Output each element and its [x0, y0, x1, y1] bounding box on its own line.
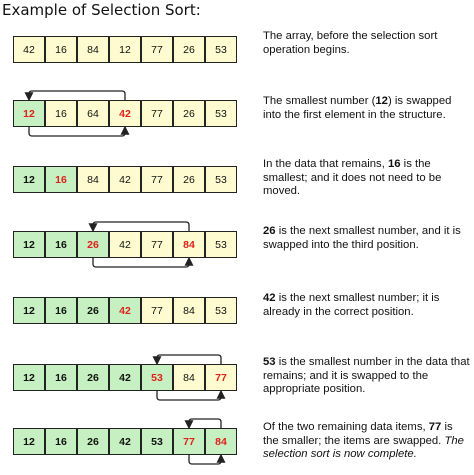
swap-arrow-top	[93, 222, 189, 231]
description-text: The selection sort is now complete.	[263, 434, 464, 461]
description-text: ) is swapped into the first element in the structure.	[263, 95, 452, 121]
step-description-6	[263, 356, 471, 397]
array-cell: 16	[45, 297, 77, 324]
array-cell: 84	[205, 428, 237, 455]
array-cell: 77	[173, 428, 205, 455]
swap-arrow-top	[29, 91, 125, 100]
array-cell: 53	[141, 364, 173, 391]
array-cell: 77	[141, 231, 173, 258]
description-text: The smallest number (	[263, 95, 376, 107]
step-description-2	[263, 95, 471, 122]
array-cell: 84	[173, 364, 205, 391]
array-cell: 16	[45, 231, 77, 258]
array-cell: 12	[13, 166, 45, 193]
step-description-5	[263, 292, 471, 319]
array-cell: 53	[205, 297, 237, 324]
array-cell: 42	[109, 297, 141, 324]
swap-arrow-bottom	[189, 455, 221, 464]
description-text: In the data that remains,	[263, 158, 388, 170]
array-cell: 16	[45, 364, 77, 391]
swap-arrow-bottom	[93, 258, 189, 267]
array-cell: 64	[77, 100, 109, 127]
description-text: 26	[263, 225, 276, 237]
array-cell: 53	[205, 100, 237, 127]
description-text: 16	[387, 158, 401, 170]
array-cell: 42	[109, 231, 141, 258]
array-cell: 77	[141, 36, 173, 63]
array-cell: 84	[173, 231, 205, 258]
array-cell: 26	[173, 100, 205, 127]
array-cell: 16	[45, 100, 77, 127]
step-description-7	[263, 421, 471, 462]
array-cell: 26	[77, 297, 109, 324]
description-text: The array, before the selection sort operation begins.	[263, 30, 438, 56]
array-cell: 16	[45, 36, 77, 63]
array-cell: 42	[109, 364, 141, 391]
array-cell: 26	[173, 36, 205, 63]
array-cell: 12	[13, 428, 45, 455]
description-text: is the next smallest number, and it is swapped into the third position.	[263, 225, 461, 251]
description-text: 77	[428, 421, 442, 433]
description-text: is the smaller; the items are swapped.	[263, 421, 453, 447]
array-cell: 84	[77, 166, 109, 193]
description-text: 53	[263, 356, 276, 368]
array-cell: 42	[109, 428, 141, 455]
array-cell: 16	[45, 428, 77, 455]
array-cell: 12	[13, 364, 45, 391]
description-text: is the smallest number in the data that remains; and it is swapped to the appropriate position.	[263, 356, 470, 396]
swap-arrow-top	[189, 419, 221, 428]
array-cell: 26	[77, 428, 109, 455]
step-description-3	[263, 158, 471, 199]
description-text: Of the two remaining data items,	[263, 421, 429, 433]
array-cell: 84	[173, 297, 205, 324]
description-text: is the next smallest number; it is already in the correct position.	[263, 292, 440, 318]
array-cell: 42	[109, 166, 141, 193]
array-cell: 26	[173, 166, 205, 193]
array-cell: 12	[109, 36, 141, 63]
array-cell: 53	[205, 36, 237, 63]
description-text: 42	[263, 292, 276, 304]
array-cell: 77	[205, 364, 237, 391]
description-text: 12	[375, 95, 388, 107]
array-cell: 77	[141, 100, 173, 127]
array-cell: 53	[141, 428, 173, 455]
array-cell: 16	[45, 166, 77, 193]
page-title: Example of Selection Sort:	[2, 1, 201, 19]
array-cell: 84	[77, 36, 109, 63]
array-cell: 12	[13, 100, 45, 127]
swap-arrow-bottom	[157, 391, 221, 400]
swap-arrow-bottom	[29, 127, 125, 136]
array-cell: 12	[13, 297, 45, 324]
description-text: is the smallest; and it does not need to be moved.	[263, 158, 442, 198]
array-cell: 42	[13, 36, 45, 63]
step-description-4	[263, 225, 471, 252]
array-cell: 77	[141, 166, 173, 193]
array-cell: 77	[141, 297, 173, 324]
array-cell: 26	[77, 231, 109, 258]
array-cell: 53	[205, 166, 237, 193]
array-cell: 42	[109, 100, 141, 127]
step-description-1	[263, 30, 471, 57]
array-cell: 53	[205, 231, 237, 258]
array-cell: 26	[77, 364, 109, 391]
array-cell: 12	[13, 231, 45, 258]
swap-arrow-top	[157, 355, 221, 364]
